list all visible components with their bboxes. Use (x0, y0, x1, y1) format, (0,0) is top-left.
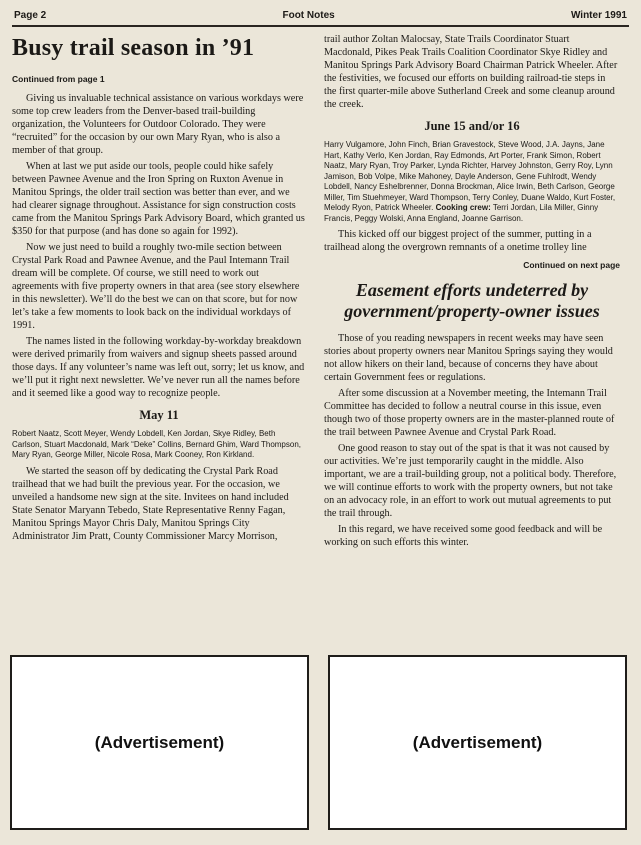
page-header (12, 8, 629, 27)
article-paragraph: In this regard, we have received some good feedback and will be working on such efforts this winter. (324, 524, 603, 548)
article-continuation: trail author Zoltan Malocsay, State Trails Coordinator Stuart Macdonald, Pikes Peak Trails Coalition Coordinator Skye Ridley and Manitou Springs Park Advisory Board Chairman Patrick Wheeler. After the festivities, we focused our efforts on building railroad-tie steps in the first quarter-mile above Sutherland Creek and some cleanup around the creek. (324, 34, 618, 110)
article-title: Busy trail season in ’91 (12, 35, 255, 61)
article-paragraph: Now we just need to build a roughly two-mile section between Crystal Park Road and Pawnee Avenue, and the Paul Intemann Trail dream will be complete. Of course, we still need to work out agreements with five property owners in that area (see story elsewhere in this newsletter). We’ll do the best we can on that score, but for now let’s take a few moments to look back on the individual workdays of 1991. (12, 242, 300, 331)
advertisement-box-left (10, 655, 309, 830)
continued-from-label: Continued from page 1 (12, 74, 105, 84)
volunteer-names-june (324, 140, 620, 224)
subheading-june: June 15 and/or 16 (424, 119, 520, 133)
advertisement-label: (Advertisement) (94, 732, 225, 752)
volunteer-names-may: Robert Naatz, Scott Meyer, Wendy Lobdell, Ken Jordan, Skye Ridley, Beth Carlson, Stuart Macdonald, Mark “Deke” Collins, Bernard Ghim, Ward Thompson, Mary Ryan, George Miller, Nicole Rosa, Mark Cooney, Ron Kirkland. (12, 429, 301, 459)
article-paragraph: One good reason to stay out of the spat is that it was not caused by our activities. We’re just temporarily caught in the middle. Also important, we are a trail-building group, not a political body. Therefore, we will continue efforts to work with the property owners, but not take on an advocacy role, in an effort to work out mutual agreements to put the trail through. (324, 443, 617, 519)
subheading-may: May 11 (139, 408, 179, 422)
article-paragraph: The names listed in the following workday-by-workday breakdown were derived primarily from waivers and signup sheets passed around those days. If any volunteer’s name was left out, sorry; let us know, and we’ll put it right next newsletter. We’ve never run all the names before and it seemed like a good way to recognize people. (12, 336, 305, 399)
cooking-crew-label: Cooking crew: (435, 203, 491, 212)
article-paragraph: When at last we put aside our tools, people could hike safely between Pawnee Avenue and the Iron Spring on Ruxton Avenue in Manitou Springs, the older trail section was better than ever, and we had clearer signage throughout. Assistance for sign construction costs came from the Manitou Springs Park Advisory Board, which granted us $350 for that purpose (and has done so again for 1992). (12, 161, 305, 237)
left-column (12, 33, 306, 552)
advertisement-box-right (328, 655, 627, 830)
article-paragraph: Giving us invaluable technical assistance on various workdays were some top crew leaders from the Denver-based trail-building organization, the Volunteers for Outdoor Colorado. They were “recruited” for the occasion by our own Mary Ryan, who is also a member of that group. (12, 93, 304, 156)
right-column (324, 33, 620, 552)
article-paragraph: We started the season off by dedicating the Crystal Park Road trailhead that we had built the previous year. For the occasion, we unveiled a handsome new sign at the site. Invitees on hand included State Senator Maryann Tebedo, State Representative Renny Fagan, Manitou Springs Mayor Chris Daly, Manitou Springs City Administrator Jim Pratt, County Commissioner Marcy Morrison, (12, 465, 289, 542)
page-number: Page 2 (14, 10, 47, 21)
cooking-crew-names: Terri Jordan, Lila Miller, Ginny Francis, Peggy Wolski, Anna England, Joanne Garrison. (324, 203, 599, 223)
article-paragraph: After some discussion at a November meeting, the Intemann Trail Committee has decided to follow a neutral course in this issue, even though two of those property owners are in the master-planned route of the trail between Pawnee Avenue and Crystal Park Road. (324, 388, 615, 438)
easement-article-title: Easement efforts undeterred by government/property-owner issues (344, 280, 600, 321)
article-paragraph: This kicked off our biggest project of the summer, putting in a trailhead along the overgrown remnants of a onetime trolley line (324, 229, 592, 253)
names-list: Harry Vulgamore, John Finch, Brian Gravestock, Steve Wood, J.A. Jayns, Jane Hart, Kathy Verlo, Ken Jordan, Ray Edmonds, Art Porter, Frank Simon, Robert Naatz, Mary Ryan, Troy Parker, Lynda Richter, Harvey Johnston, Gerry Roy, Lynn Jamison, Bob Volpe, Mike Mahoney, Dayle Anderson, Gene Fuhlrodt, Wendy Lobdell, Nancy Eshelbrenner, Donna Brockman, Alice Irwin, Beth Carlson, George Miller, Tim Stuehmeyer, Ward Thompson, Terry Conley, Duane Waldo, Kurt Foster, Melody Ryon, Patrick Wheeler. (324, 140, 616, 212)
continued-next-label: Continued on next page (523, 260, 620, 270)
issue-date: Winter 1991 (570, 10, 627, 21)
publication-name: Foot Notes (282, 10, 335, 21)
article-paragraph: Those of you reading newspapers in recent weeks may have seen stories about property owners near Manitou Springs saying they would not allow hikers on their land, because of concerns they have about certain Government fees or regulations. (324, 333, 613, 383)
advertisement-label: (Advertisement) (412, 732, 543, 752)
